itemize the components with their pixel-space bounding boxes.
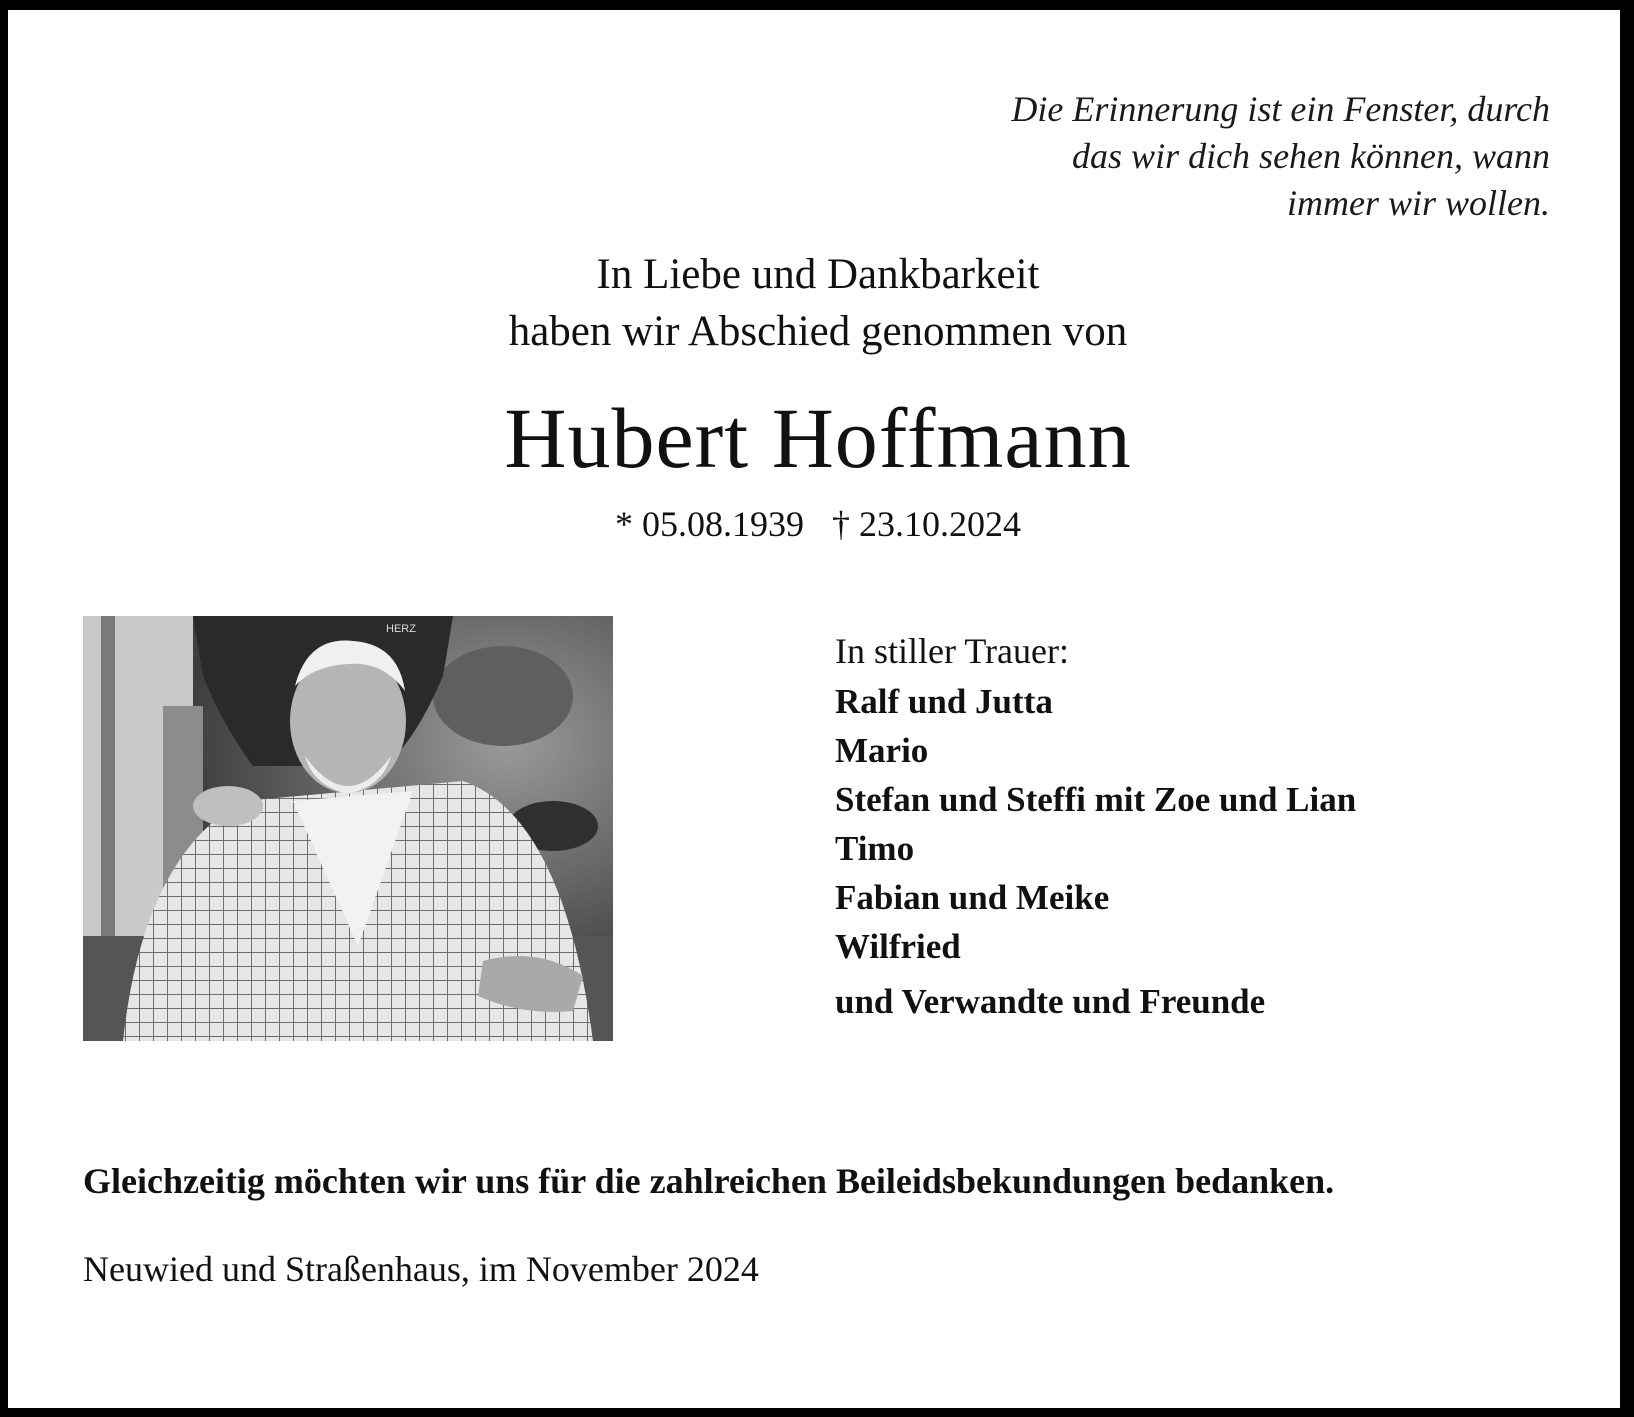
- portrait-photo-illustration: [83, 616, 613, 1041]
- mourner-name: Ralf und Jutta: [835, 682, 1053, 721]
- quote-line: das wir dich sehen können, wann: [1072, 136, 1550, 176]
- obituary-card: [8, 10, 1620, 1408]
- mourner-name: Mario: [835, 731, 929, 770]
- memorial-quote: [850, 86, 1550, 227]
- mourners-heading: In stiller Trauer:: [835, 631, 1069, 671]
- life-dates: [8, 502, 1628, 546]
- mourner-name: Timo: [835, 829, 915, 868]
- shirt-print: HERZ: [386, 623, 416, 635]
- death-date: † 23.10.2024: [832, 504, 1021, 544]
- quote-line: Die Erinnerung ist ein Fenster, durch: [1011, 89, 1550, 129]
- birth-date: * 05.08.1939: [615, 504, 804, 544]
- mourners-list: [835, 628, 1575, 1026]
- portrait-photo: [83, 616, 613, 1041]
- intro-line-1: In Liebe und Dankbarkeit: [596, 251, 1040, 298]
- deceased-name: Hubert Hoffmann: [504, 390, 1132, 486]
- place-and-date: Neuwied und Straßenhaus, im November 2024: [83, 1249, 759, 1289]
- intro-line-2: haben wir Abschied genommen von: [508, 308, 1128, 355]
- quote-line: immer wir wollen.: [1286, 183, 1550, 223]
- mourner-name: Stefan und Steffi mit Zoe und Lian: [835, 780, 1357, 819]
- mourner-name: Fabian und Meike: [835, 878, 1110, 917]
- mourner-name: Wilfried: [835, 927, 961, 966]
- mourners-closing: und Verwandte und Freunde: [835, 982, 1266, 1021]
- intro-text: [8, 246, 1628, 360]
- thanks-statement: Gleichzeitig möchten wir uns für die zahlreichen Beileidsbekundungen bedanken.: [83, 1161, 1335, 1201]
